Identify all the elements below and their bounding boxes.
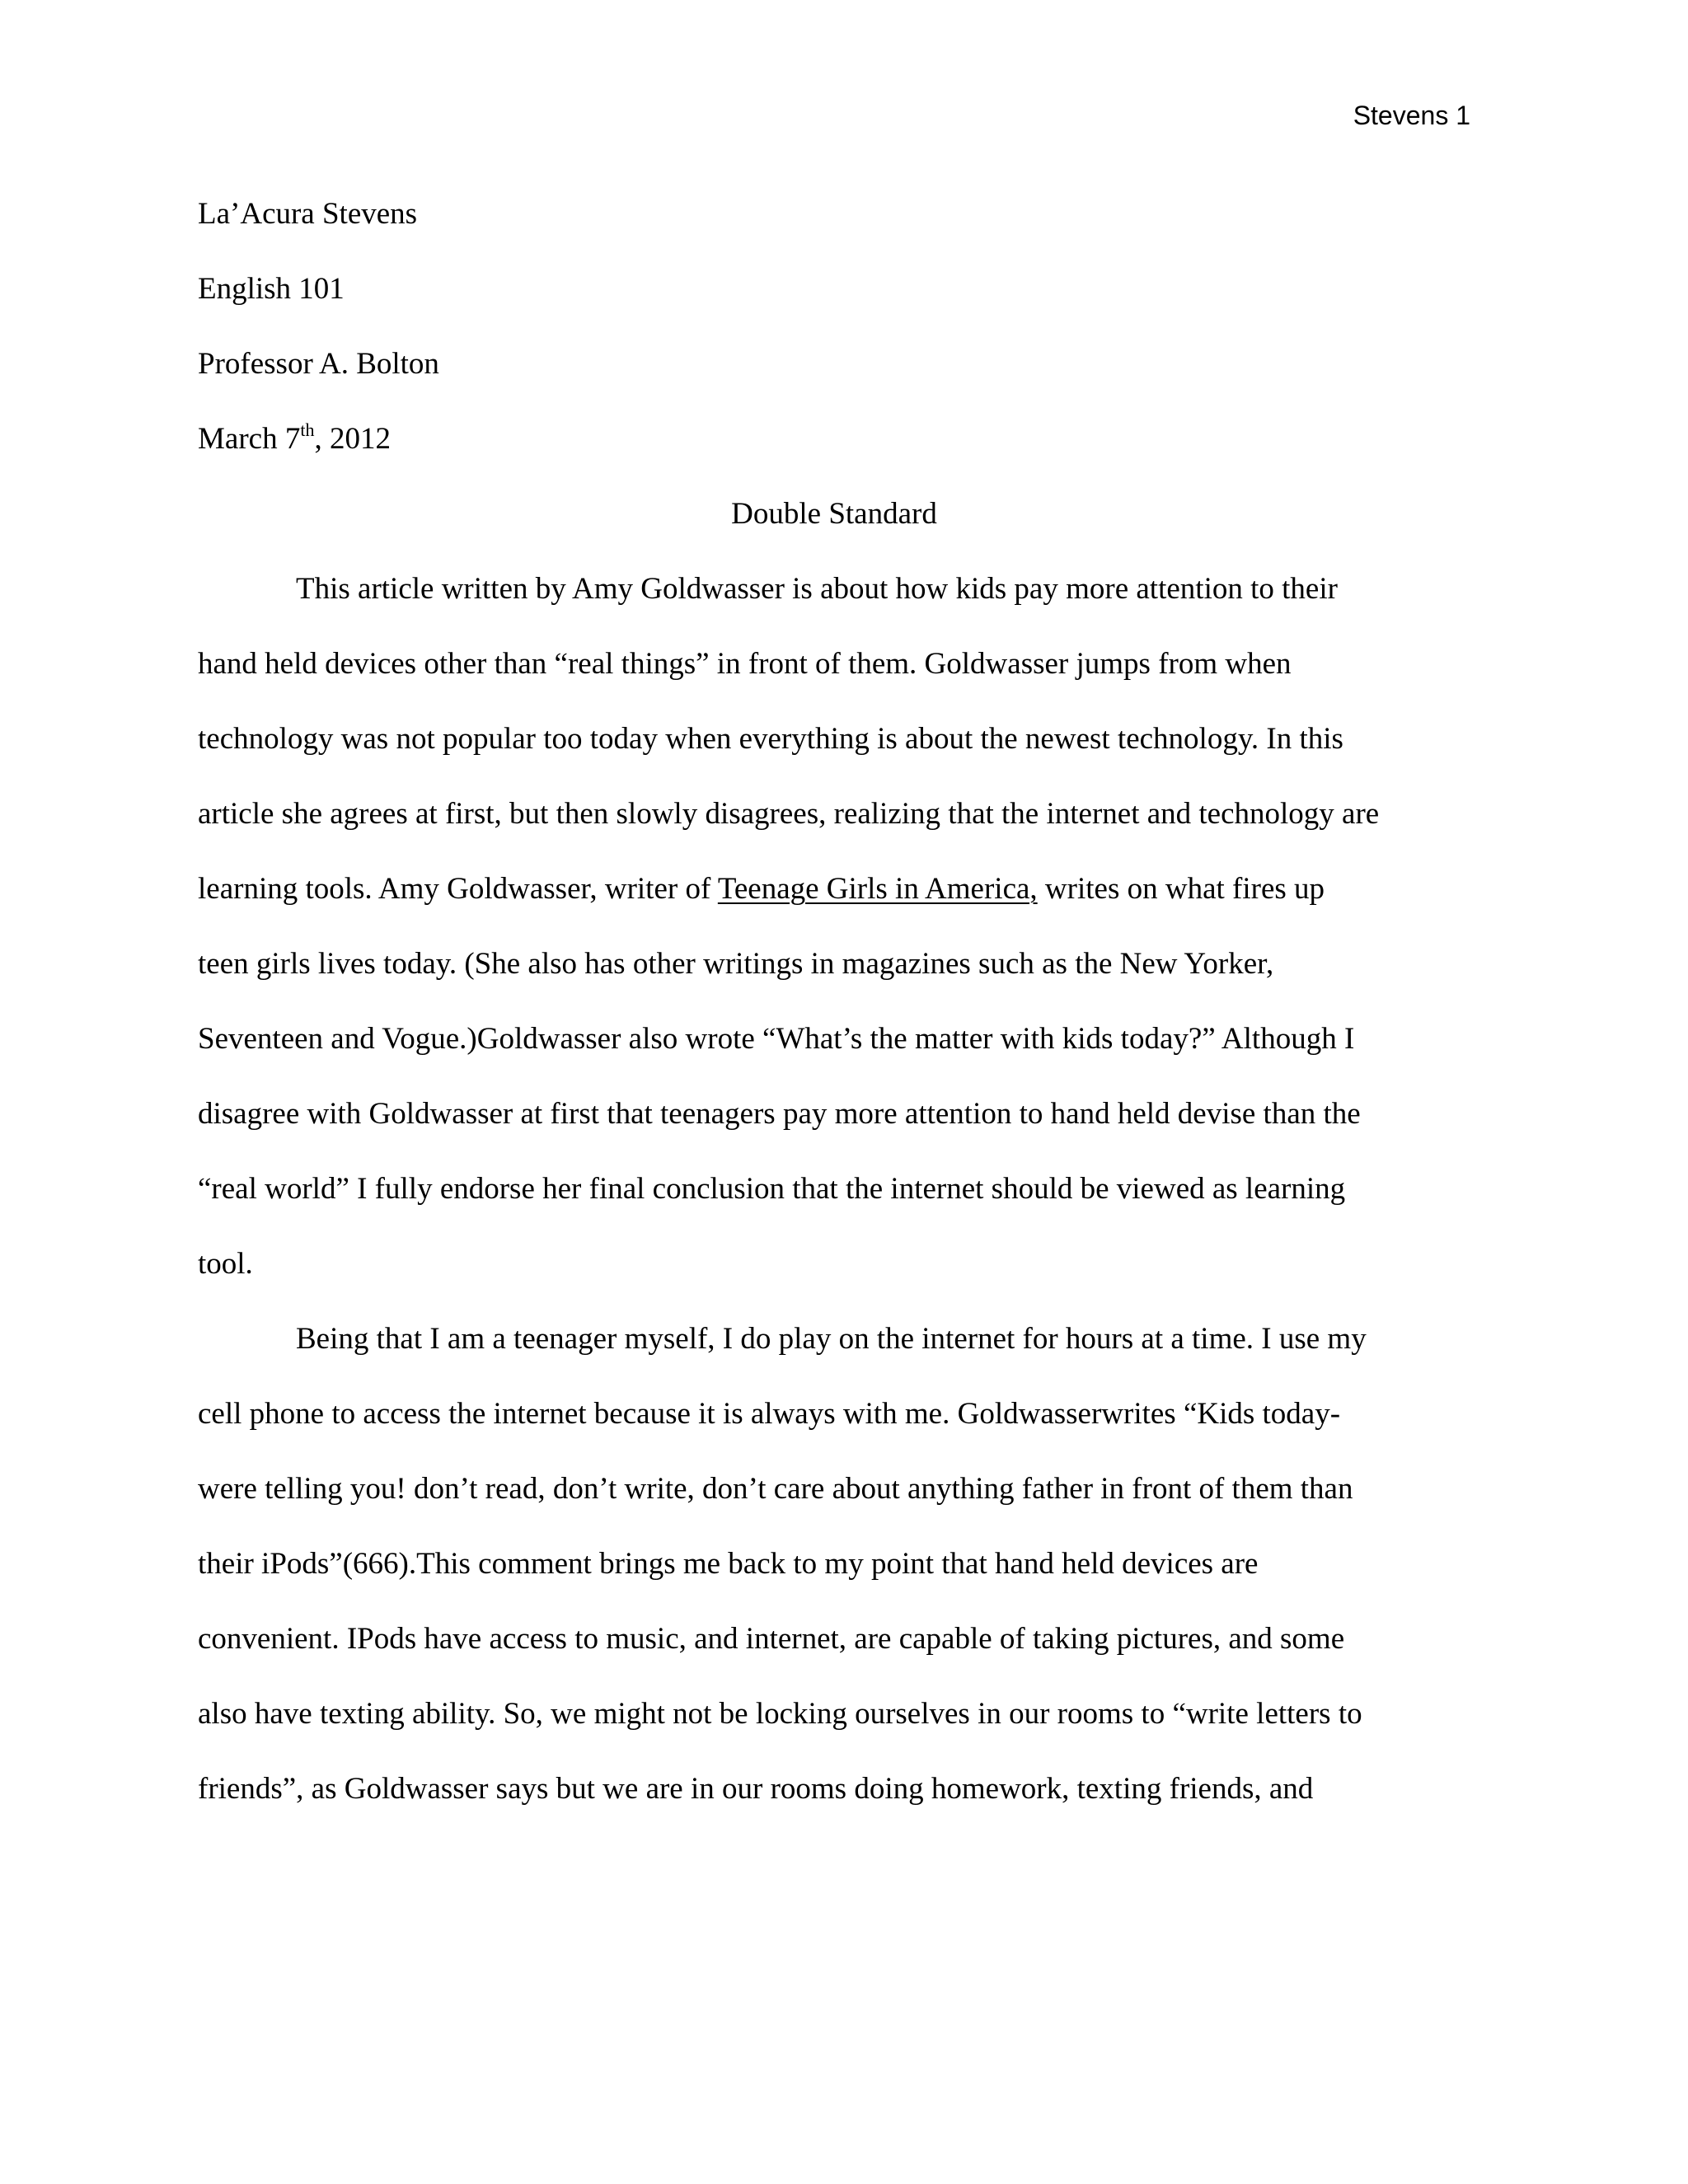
paragraph1-line: article she agrees at first, but then slowly disagrees, realizing that the internet and technology are [198,797,1380,831]
essay-title: Double Standard [731,497,937,531]
paragraph1-line: teen girls lives today. (She also has other writings in magazines such as the New Yorker, [198,947,1274,981]
paragraph1-line: hand held devices other than “real things” in front of them. Goldwasser jumps from when [198,647,1292,681]
line-text: learning tools. Amy Goldwasser, writer of [198,872,718,906]
paragraph2-line: Being that I am a teenager myself, I do play on the internet for hours at a time. I use my [296,1322,1367,1356]
paragraph2-line: friends”, as Goldwasser says but we are in our rooms doing homework, texting friends, and [198,1772,1314,1806]
paragraph1-line: disagree with Goldwasser at first that teenagers pay more attention to hand held devise than the [198,1097,1361,1131]
date-line [198,419,391,459]
paragraph1-line: This article written by Amy Goldwasser is about how kids pay more attention to their [296,572,1338,606]
date-ordinal-suffix: th [300,419,315,440]
paragraph1-line: “real world” I fully endorse her final conclusion that the internet should be viewed as learning [198,1172,1346,1206]
line-text: writes on what fires up [1037,872,1325,906]
professor-name: Professor A. Bolton [198,347,439,381]
paragraph2-line: were telling you! don’t read, don’t write, don’t care about anything father in front of them than [198,1472,1353,1506]
paragraph1-line: Seventeen and Vogue.)Goldwasser also wrote “What’s the matter with kids today?” Although I [198,1022,1355,1056]
book-title-underlined: Teenage Girls in America, [717,872,1038,906]
date-year: , 2012 [314,422,391,456]
date-month-day: March 7 [198,422,301,456]
author-name: La’Acura Stevens [198,197,418,231]
paragraph2-line: also have texting ability. So, we might not be locking ourselves in our rooms to “write letters to [198,1697,1362,1731]
running-head: Stevens 1 [1353,101,1470,130]
paragraph2-line: cell phone to access the internet because it is always with me. Goldwasserwrites “Kids today- [198,1397,1341,1431]
paragraph2-line: convenient. IPods have access to music, and internet, are capable of taking pictures, and some [198,1622,1345,1656]
paragraph1-line: technology was not popular too today when everything is about the newest technology. In this [198,722,1343,756]
paragraph2-line: their iPods”(666).This comment brings me back to my point that hand held devices are [198,1547,1259,1581]
paragraph1-line [198,869,1325,909]
course-name: English 101 [198,272,345,306]
paragraph1-line: tool. [198,1247,253,1281]
